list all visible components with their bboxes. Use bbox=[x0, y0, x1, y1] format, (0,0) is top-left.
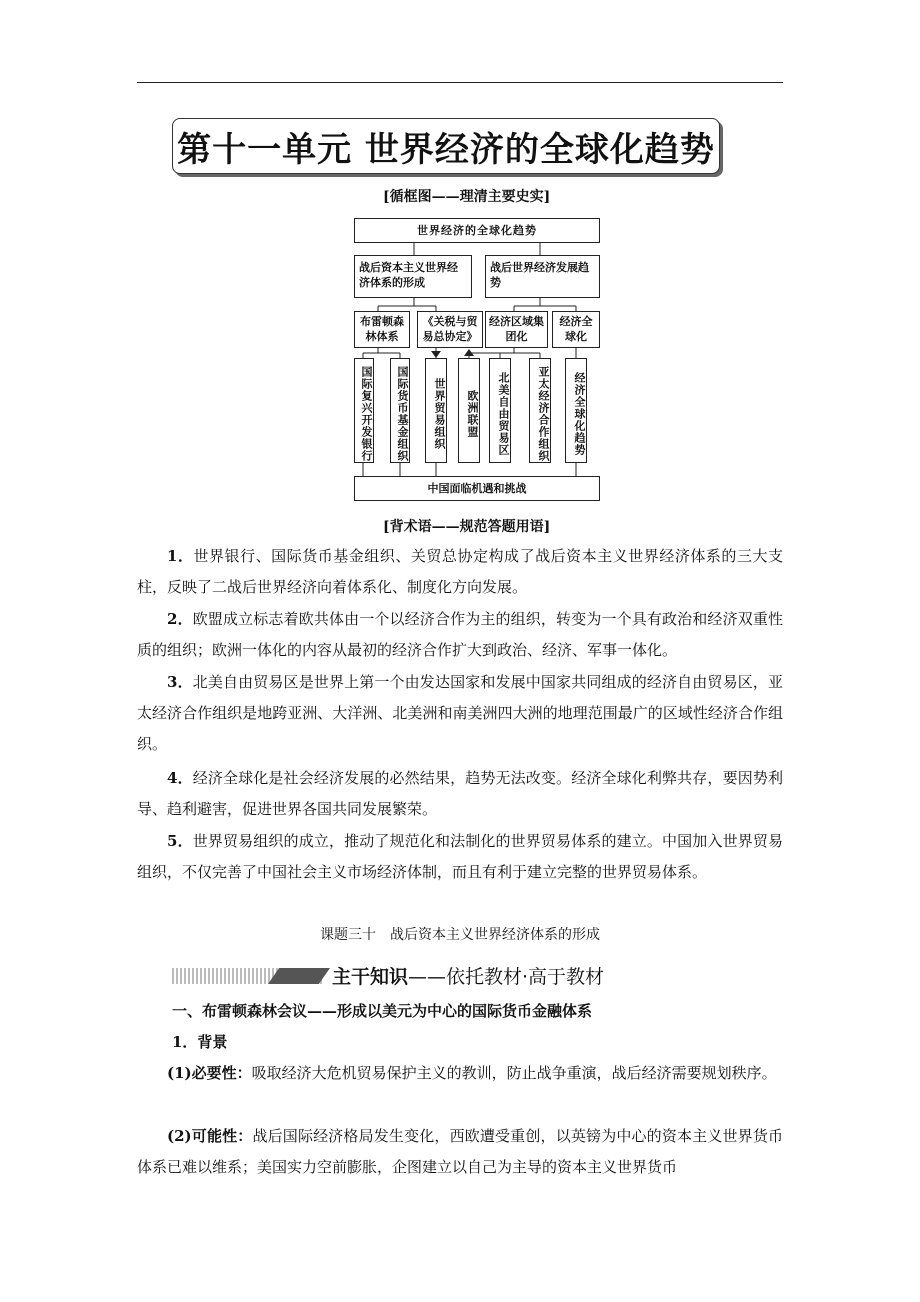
point-num: 2． bbox=[167, 610, 193, 628]
diagram-ibrd: 国际复兴开发银行 bbox=[354, 358, 374, 463]
point-text: 北美自由贸易区是世界上第一个由发达国家和发展中国家共同组成的经济自由贸易区，亚太经济合作组织是地跨亚洲、大洋洲、北美洲和南美洲四大洲的地理范围最广的区域性经济合作组织。 bbox=[137, 673, 783, 753]
section-heading: 一、布雷顿森林会议——形成以美元为中心的国际货币金融体系 bbox=[172, 1002, 593, 1020]
banner-bold: 主干知识 bbox=[332, 966, 409, 988]
main-knowledge-banner bbox=[172, 962, 782, 990]
body-label: (1)必要性： bbox=[167, 1064, 252, 1082]
diagram-gatt: 《关税与贸易总协定》 bbox=[417, 311, 483, 348]
point-4 bbox=[137, 763, 783, 825]
diagram-nafta: 北美自由贸易区 bbox=[489, 358, 511, 463]
body-necessity bbox=[137, 1058, 783, 1089]
diagram-right-branch: 战后世界经济发展趋势 bbox=[485, 255, 600, 298]
diagram-globalization-trend: 经济全球化趋势 bbox=[565, 358, 587, 463]
diagram-apec: 亚太经济合作组织 bbox=[529, 358, 551, 463]
diagram-wto: 世界贸易组织 bbox=[425, 358, 447, 463]
point-1 bbox=[137, 541, 783, 603]
framework-label: [循框图——理清主要史实] bbox=[383, 189, 551, 205]
point-num: 1． bbox=[167, 547, 194, 565]
diagram-left-branch: 战后资本主义世界经济体系的形成 bbox=[354, 255, 472, 298]
point-text: 世界银行、国际货币基金组织、关贸总协定构成了战后资本主义世界经济体系的三大支柱，反映了二战后世界经济向着体系化、制度化方向发展。 bbox=[137, 547, 783, 596]
banner-text bbox=[332, 962, 604, 989]
point-text: 欧盟成立标志着欧共体由一个以经济合作为主的组织，转变为一个具有政治和经济双重性质的组织；欧洲一体化的内容从最初的经济合作扩大到政治、经济、军事一体化。 bbox=[137, 610, 783, 659]
unit-title: 第十一单元 世界经济的全球化趋势 bbox=[177, 129, 715, 170]
diagram-root: 世界经济的全球化趋势 bbox=[354, 218, 600, 243]
diagram-imf: 国际货币基金组织 bbox=[390, 358, 410, 463]
point-text: 世界贸易组织的成立，推动了规范化和法制化的世界贸易体系的建立。中国加入世界贸易组织，不仅完善了中国社会主义市场经济体制，而且有利于建立完整的世界贸易体系。 bbox=[137, 832, 783, 881]
subsection-heading: 1．背景 bbox=[172, 1033, 228, 1051]
body-text: 战后国际经济格局发生变化，西欧遭受重创，以英镑为中心的资本主义世界货币体系已难以维系；美国实力空前膨胀，企图建立以自己为主导的资本主义世界货币 bbox=[137, 1127, 783, 1176]
framework-diagram bbox=[340, 210, 610, 510]
point-num: 4． bbox=[167, 769, 193, 787]
point-num: 5． bbox=[167, 832, 193, 850]
top-rule bbox=[137, 82, 783, 83]
banner-rest: ——依托教材·高于教材 bbox=[408, 966, 605, 988]
point-5 bbox=[137, 826, 783, 888]
point-num: 3． bbox=[167, 673, 193, 691]
body-text: 吸取经济大危机贸易保护主义的教训，防止战争重演，战后经济需要规划秩序。 bbox=[251, 1064, 777, 1082]
diagram-bottom: 中国面临机遇和挑战 bbox=[354, 476, 600, 501]
point-text: 经济全球化是社会经济发展的必然结果，趋势无法改变。经济全球化利弊共存，要因势利导、趋利避害，促进世界各国共同发展繁荣。 bbox=[137, 769, 783, 818]
lesson-title: 课题三十 战后资本主义世界经济体系的形成 bbox=[320, 927, 600, 943]
recite-label: [背术语——规范答题用语] bbox=[383, 519, 551, 535]
diagram-globalization: 经济全球化 bbox=[552, 311, 600, 348]
body-label: (2)可能性： bbox=[167, 1127, 253, 1145]
point-2 bbox=[137, 604, 783, 666]
point-3 bbox=[137, 667, 783, 760]
diagram-regional-bloc: 经济区域集团化 bbox=[485, 311, 548, 348]
diagram-eu: 欧洲联盟 bbox=[458, 358, 480, 463]
body-possibility bbox=[137, 1121, 783, 1183]
unit-title-box bbox=[172, 118, 720, 174]
diagram-bretton-woods: 布雷顿森林体系 bbox=[354, 311, 410, 348]
